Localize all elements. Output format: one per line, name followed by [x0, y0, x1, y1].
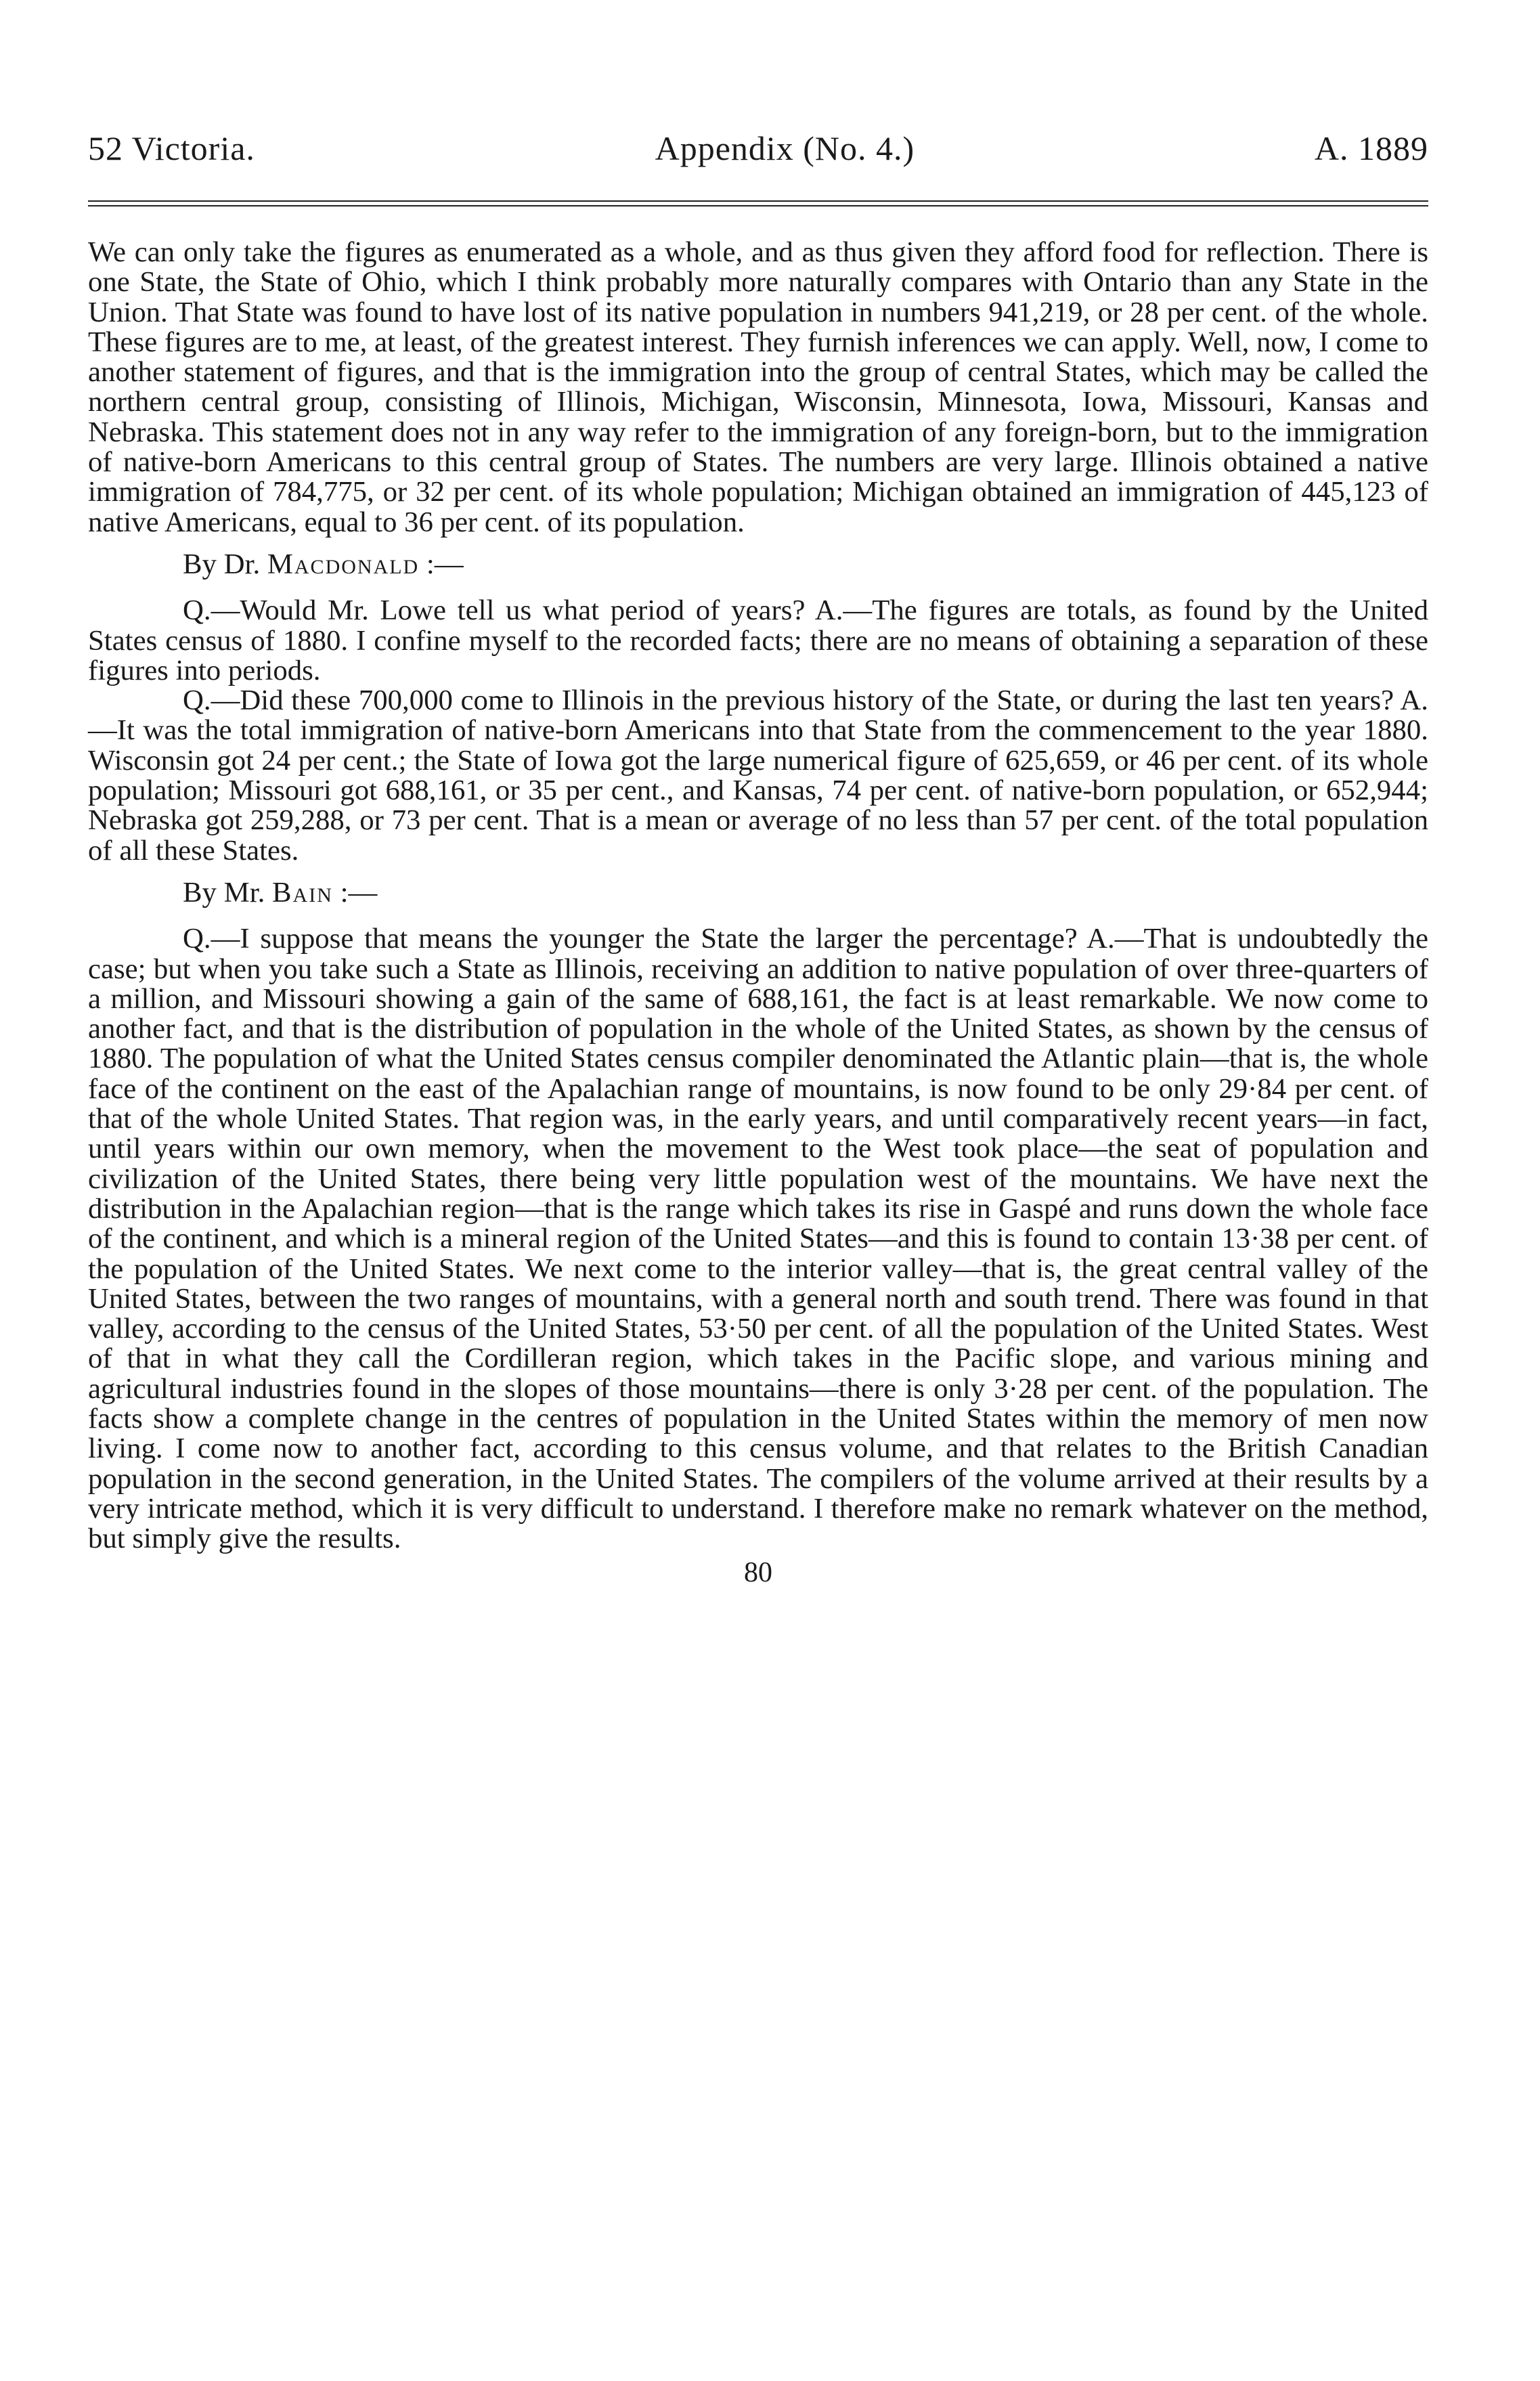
- header-rule: [88, 200, 1428, 206]
- speaker-suffix: :—: [332, 876, 378, 909]
- speaker-prefix: By Mr.: [183, 876, 272, 909]
- page-number: 80: [744, 1557, 772, 1589]
- speaker-name: Macdonald: [267, 548, 420, 580]
- running-header: [88, 129, 1428, 168]
- speaker-prefix: By Dr.: [183, 548, 267, 580]
- header-year: A. 1889: [1314, 129, 1428, 167]
- header-session: 52 Victoria.: [88, 129, 255, 167]
- body-text: [88, 238, 1428, 1554]
- speaker-name: Bain: [272, 876, 333, 909]
- header-appendix: Appendix (No. 4.): [655, 129, 915, 167]
- speaker-heading: [88, 550, 1428, 580]
- question-answer: Q.—I suppose that means the younger the State the larger the percentage? A.—That is undoubtedly the case; but when you take such a State as Illinois, receiving an addition to native population of over three-quarters of a million, and Missouri showing a gain of the same of 688,161, the fact is at least remarkable. We now come to another fact, and that is the distribution of population in the whole of the United States, as shown by the census of 1880. The population of what the United States census compiler denominated the Atlantic plain—that is, the whole face of the continent on the east of the Apalachian range of mountains, is now found to be only 29·84 per cent. of that of the whole United States. That region was, in the early years, and until comparatively recent years—in fact, until years within our own memory, when the movement to the West took place—the seat of population and civilization of the United States, there being very little population west of the mountains. We have next the distribution in the Apalachian region—that is the range which takes its rise in Gaspé and runs down the whole face of the continent, and which is a mineral region of the United States—and this is found to contain 13·38 per cent. of the population of the United States. We next come to the interior valley—that is, the great central valley of the United States, between the two ranges of mountains, with a general north and south trend. There was found in that valley, according to the census of the United States, 53·50 per cent. of all the population of the United States. West of that in what they call the Cordilleran region, which takes in the Pacific slope, and various mining and agricultural industries found in the slopes of those mountains—there is only 3·28 per cent. of the population. The facts show a complete change in the centres of population in the United States within the memory of men now living. I come now to another fact, according to this census volume, and that relates to the British Canadian population in the second generation, in the United States. The compilers of the volume arrived at their results by a very intricate method, which it is very difficult to understand. I therefore make no remark whatever on the method, but simply give the results.: [88, 923, 1428, 1555]
- speaker-heading: [88, 878, 1428, 908]
- question-answer: Q.—Did these 700,000 come to Illinois in the previous history of the State, or during the last ten years? A.—It was the total immigration of native-born Americans into that State from the commencement to the year 1880. Wisconsin got 24 per cent.; the State of Iowa got the large numerical figure of 625,659, or 46 per cent. of its whole population; Missouri got 688,161, or 35 per cent., and Kansas, 74 per cent. of native-born population, or 652,944; Nebraska got 259,288, or 73 per cent. That is a mean or average of no less than 57 per cent. of the total population of all these States.: [88, 684, 1428, 867]
- speaker-suffix: :—: [419, 548, 464, 580]
- document-page: [88, 129, 1428, 1589]
- paragraph: We can only take the figures as enumerated as a whole, and as thus given they afford food for reflection. There is one State, the State of Ohio, which I think probably more naturally compares with Ontario than any State in the Union. That State was found to have lost of its native population in numbers 941,219, or 28 per cent. of the whole. These figures are to me, at least, of the greatest interest. They furnish inferences we can apply. Well, now, I come to another statement of figures, and that is the immigration into the group of central States, which may be called the northern central group, consisting of Illinois, Michigan, Wisconsin, Minnesota, Iowa, Missouri, Kansas and Nebraska. This statement does not in any way refer to the immigration of any foreign-born, but to the immigration of native-born Americans to this central group of States. The numbers are very large. Illinois obtained a native immigration of 784,775, or 32 per cent. of its whole population; Michigan obtained an immigration of 445,123 of native Americans, equal to 36 per cent. of its population.: [88, 236, 1428, 538]
- question-answer: Q.—Would Mr. Lowe tell us what period of years? A.—The figures are totals, as found by the United States census of 1880. I confine myself to the recorded facts; there are no means of obtaining a separation of these figures into periods.: [88, 594, 1428, 686]
